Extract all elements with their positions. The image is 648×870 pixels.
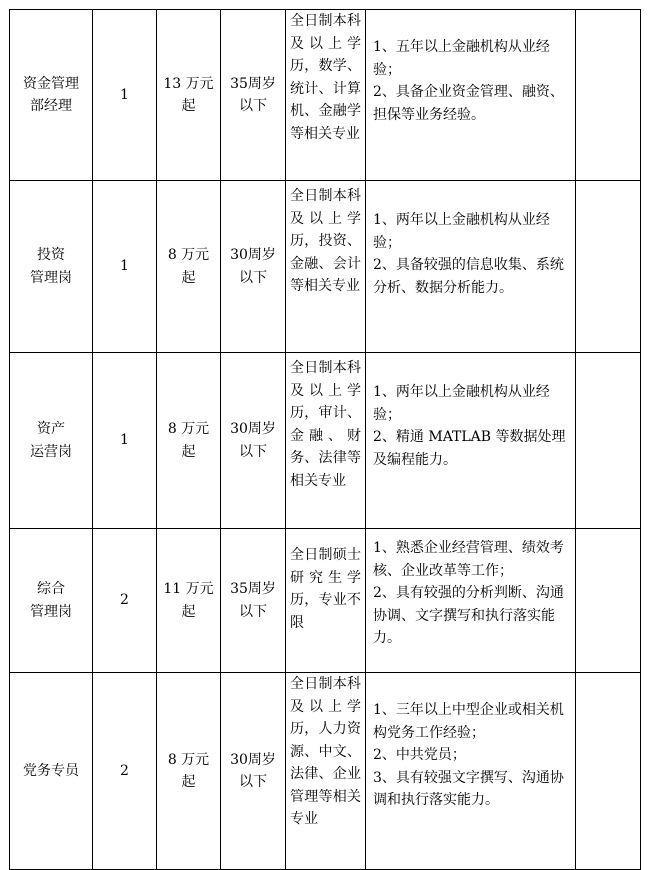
requirements-cell: 1、两年以上金融机构从业经验； 2、精通 MATLAB 等数据处理及编程能力。 (366, 353, 576, 529)
salary-cell: 11 万元 起 (157, 529, 221, 673)
age-cell: 30周岁 以下 (221, 181, 286, 353)
requirements-cell: 1、三年以上中型企业或相关机构党务工作经验； 2、中共党员； 3、具有较强文字撰写、沟通协调和执行落实能力。 (366, 673, 576, 870)
count-cell: 1 (93, 353, 157, 529)
education-cell: 全日制本科及以上学历，人力资源、中文、法律、企业管理等相关专业 (286, 673, 366, 870)
remark-cell (576, 181, 641, 353)
position-cell: 资金管理 部经理 (10, 10, 93, 181)
salary-cell: 8 万元 起 (157, 181, 221, 353)
education-cell: 全日制硕士研究生学历，专业不限 (286, 529, 366, 673)
education-cell: 全日制本科及以上学历，投资、金融、会计等相关专业 (286, 181, 366, 353)
count-cell: 1 (93, 181, 157, 353)
position-cell: 投资 管理岗 (10, 181, 93, 353)
requirements-cell: 1、两年以上金融机构从业经验； 2、具备较强的信息收集、系统分析、数据分析能力。 (366, 181, 576, 353)
table-row (10, 10, 641, 181)
count-cell: 2 (93, 529, 157, 673)
remark-cell (576, 353, 641, 529)
position-cell: 综合 管理岗 (10, 529, 93, 673)
remark-cell (576, 673, 641, 870)
position-cell: 资产 运营岗 (10, 353, 93, 529)
count-cell: 2 (93, 673, 157, 870)
age-cell: 35周岁 以下 (221, 10, 286, 181)
requirements-cell: 1、熟悉企业经营管理、绩效考核、企业改革等工作； 2、具有较强的分析判断、沟通协调、文字撰写和执行落实能力。 (366, 529, 576, 673)
count-cell: 1 (93, 10, 157, 181)
education-cell: 全日制本科及以上学历，数学、统计、计算机、金融学等相关专业 (286, 10, 366, 181)
salary-cell: 8 万元 起 (157, 353, 221, 529)
remark-cell (576, 529, 641, 673)
age-cell: 30周岁 以下 (221, 353, 286, 529)
remark-cell (576, 10, 641, 181)
table-row (10, 673, 641, 870)
age-cell: 30周岁 以下 (221, 673, 286, 870)
table-row (10, 529, 641, 673)
table-row (10, 181, 641, 353)
education-cell: 全日制本科及以上学历，审计、金融、财务、法律等相关专业 (286, 353, 366, 529)
age-cell: 35周岁 以下 (221, 529, 286, 673)
salary-cell: 8 万元 起 (157, 673, 221, 870)
salary-cell: 13 万元 起 (157, 10, 221, 181)
recruitment-table (9, 9, 641, 870)
requirements-cell: 1、五年以上金融机构从业经验； 2、具备企业资金管理、融资、担保等业务经验。 (366, 10, 576, 181)
position-cell: 党务专员 (10, 673, 93, 870)
table-row (10, 353, 641, 529)
